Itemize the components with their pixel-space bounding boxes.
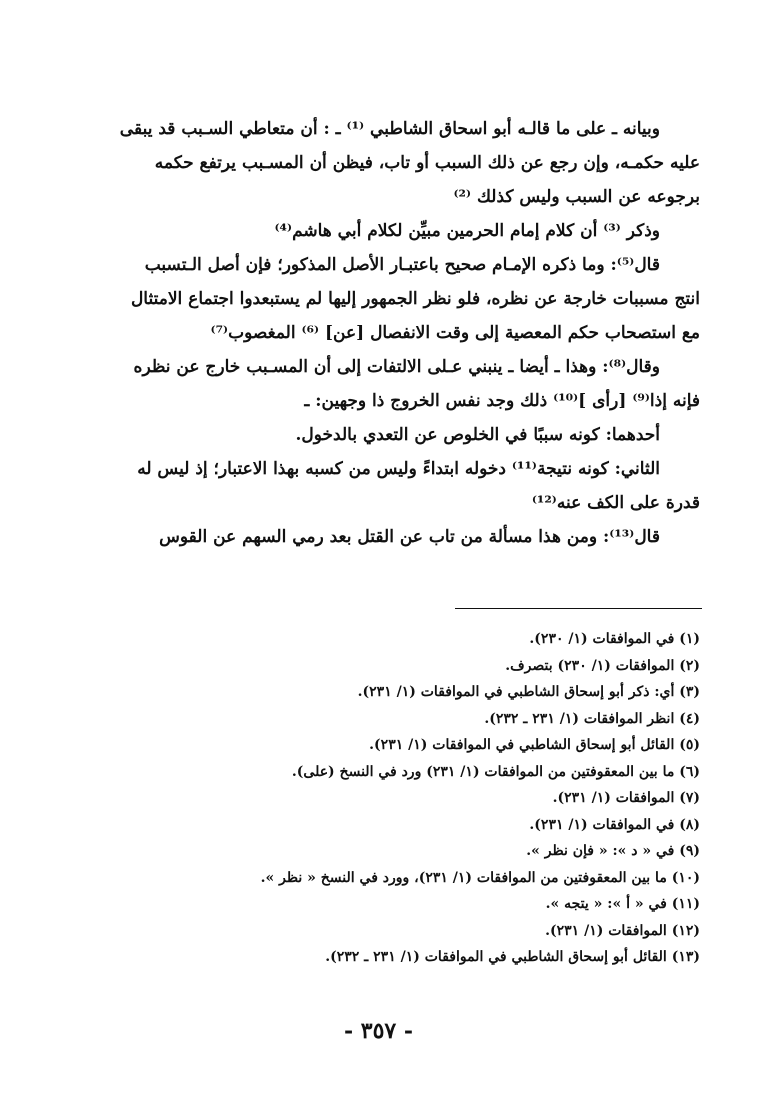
footnote: (٦) ما بين المعقوفتين من الموافقات (١/ ٢٣١) ورد في النسخ (على). [291,763,700,780]
footnote: (١١) في « أ »: « يتجه ». [545,896,700,912]
footnote: (٥) القائل أبو إسحاق الشاطبي في الموافقات (١/ ٢٣١). [369,737,700,753]
text-line: برجوعه عن السبب وليس كذلك ⁽²⁾ [453,187,700,207]
footnotes [100,626,700,971]
footnote: (١٠) ما بين المعقوفتين من الموافقات (١/ ٢٣١)، وورد في النسخ « نظر ». [260,869,700,886]
text-line: قال⁽⁵⁾: وما ذكره الإمـام صحيح باعتبـار الأصل المذكور؛ فإن أصل الـتسبب [144,255,660,275]
text-line: قدرة على الكف عنه⁽¹²⁾ [531,493,700,513]
footnote: (١٣) القائل أبو إسحاق الشاطبي في الموافقات (١/ ٢٣١ ـ ٢٣٢). [325,949,700,965]
main-text [100,112,700,554]
footnote: (٤) انظر الموافقات (١/ ٢٣١ ـ ٢٣٢). [484,710,700,727]
footnote: (٩) في « د »: « فإن نظر ». [526,843,700,859]
text-line: وقال⁽⁸⁾: وهذا ـ أيضا ـ ينبني عـلى الالتفات إلى أن المسـبب خارج عن نظره [133,357,660,377]
footnote: (٢) الموافقات (١/ ٢٣٠) بتصرف. [505,657,700,674]
footnote: (١) في الموافقات (١/ ٢٣٠). [529,631,700,647]
text-line: الثاني: كونه نتيجة⁽¹¹⁾ دخوله ابتداءً وليس من كسبه بهذا الاعتبار؛ إذ ليس له [137,459,660,479]
text-line: انتج مسببات خارجة عن نظره، فلو نظر الجمهور إليها لم يستبعدوا اجتماع الامتثال [130,289,700,309]
footnote-divider [455,608,702,609]
footnote: (٧) الموافقات (١/ ٢٣١). [552,790,700,806]
footnote: (١٢) الموافقات (١/ ٢٣١). [545,922,700,939]
text-line: مع استصحاب حكم المعصية إلى وقت الانفصال [عن] ⁽⁶⁾ المغصوب⁽⁷⁾ [210,323,700,343]
text-line: وذكر ⁽³⁾ أن كلام إمام الحرمين مبيِّن لكلام أبي هاشم⁽⁴⁾ [274,221,660,241]
text-line: قال⁽¹³⁾: ومن هذا مسألة من تاب عن القتل بعد رمي السهم عن القوس [159,527,660,547]
footnote: (٣) أي: ذكر أبو إسحاق الشاطبي في الموافقات (١/ ٢٣١). [357,684,700,700]
text-line: أحدهما: كونه سببًا في الخلوص عن التعدي بالدخول. [295,425,660,445]
footnote: (٨) في الموافقات (١/ ٢٣١). [529,816,700,833]
text-line: فإنه إذا⁽⁹⁾ [رأى ]⁽¹⁰⁾ ذلك وجد نفس الخروج ذا وجهين: ـ [304,391,700,411]
page-number: - ٣٥٧ - [343,1018,414,1044]
text-line: وبيانه ـ على ما قالـه أبو اسحاق الشاطبي ⁽¹⁾ ـ : أن متعاطي السـبب قد يبقى [119,119,660,139]
text-line: عليه حكمـه، وإن رجع عن ذلك السبب أو تاب، فيظن أن المسـبب يرتفع حكمه [154,153,700,173]
